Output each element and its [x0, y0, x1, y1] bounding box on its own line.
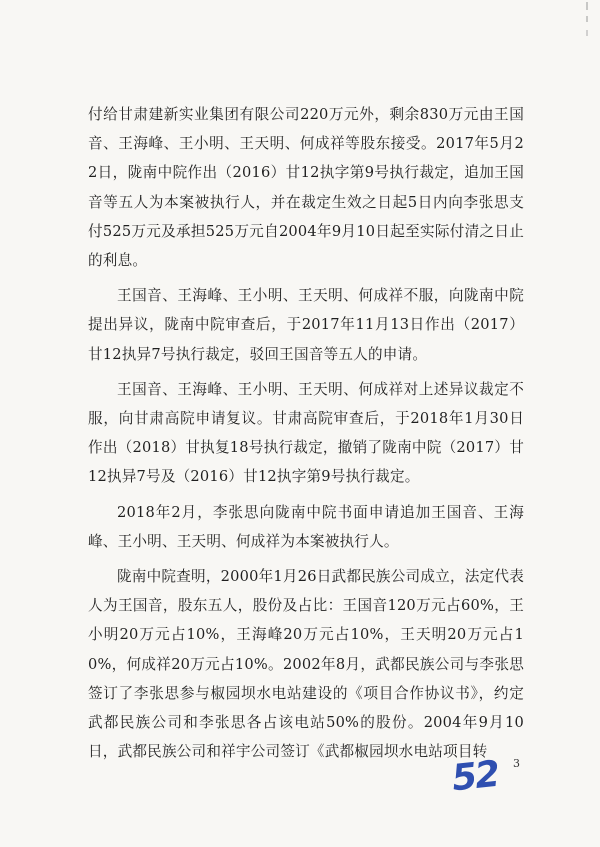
paragraph-5: 陇南中院查明，2000年1月26日武都民族公司成立，法定代表人为王国音，股东五人，股份及占比：王国音120万元占60%，王小明20万元占10%，王海峰20万元占10%，王天明20万元占10%，何成祥20万元占10%。2002年8月，武都民族公司与李张思签订了李张思参与椒园坝水电站建设的《项目合作协议书》，约定武都民族公司和李张思各占该电站50%的股份。2004年9月10日，武都民族公司和祥宇公司签订《武都椒园坝水电站项目转 [88, 568, 524, 761]
paragraph-1: 付给甘肃建新实业集团有限公司220万元外，剩余830万元由王国音、王海峰、王小明、王天明、何成祥等股东接受。2017年5月22日，陇南中院作出（2016）甘12执字第9号执行裁定，追加王国音等五人为本案被执行人，并在裁定生效之日起5日内向李张思支付525万元及承担525万元自2004年9月10日起至实际付清之日止的利息。 [88, 106, 524, 270]
edge-marks [584, 0, 594, 60]
page-number: 3 [513, 757, 520, 770]
paragraph-2: 王国音、王海峰、王小明、王天明、何成祥不服，向陇南中院提出异议，陇南中院审查后，于2017年11月13日作出（2017）甘12执异7号执行裁定，驳回王国音等五人的申请。 [88, 287, 524, 363]
document-body [88, 100, 524, 766]
handwritten-page-number: 52 [449, 753, 501, 800]
paragraph-3: 王国音、王海峰、王小明、王天明、何成祥对上述异议裁定不服，向甘肃高院申请复议。甘肃高院审查后，于2018年1月30日作出（2018）甘执复18号执行裁定，撤销了陇南中院（2017）甘12执异7号及（2016）甘12执字第9号执行裁定。 [88, 380, 524, 486]
paragraph-4: 2018年2月，李张思向陇南中院书面申请追加王国音、王海峰、王小明、王天明、何成祥为本案被执行人。 [88, 503, 524, 550]
